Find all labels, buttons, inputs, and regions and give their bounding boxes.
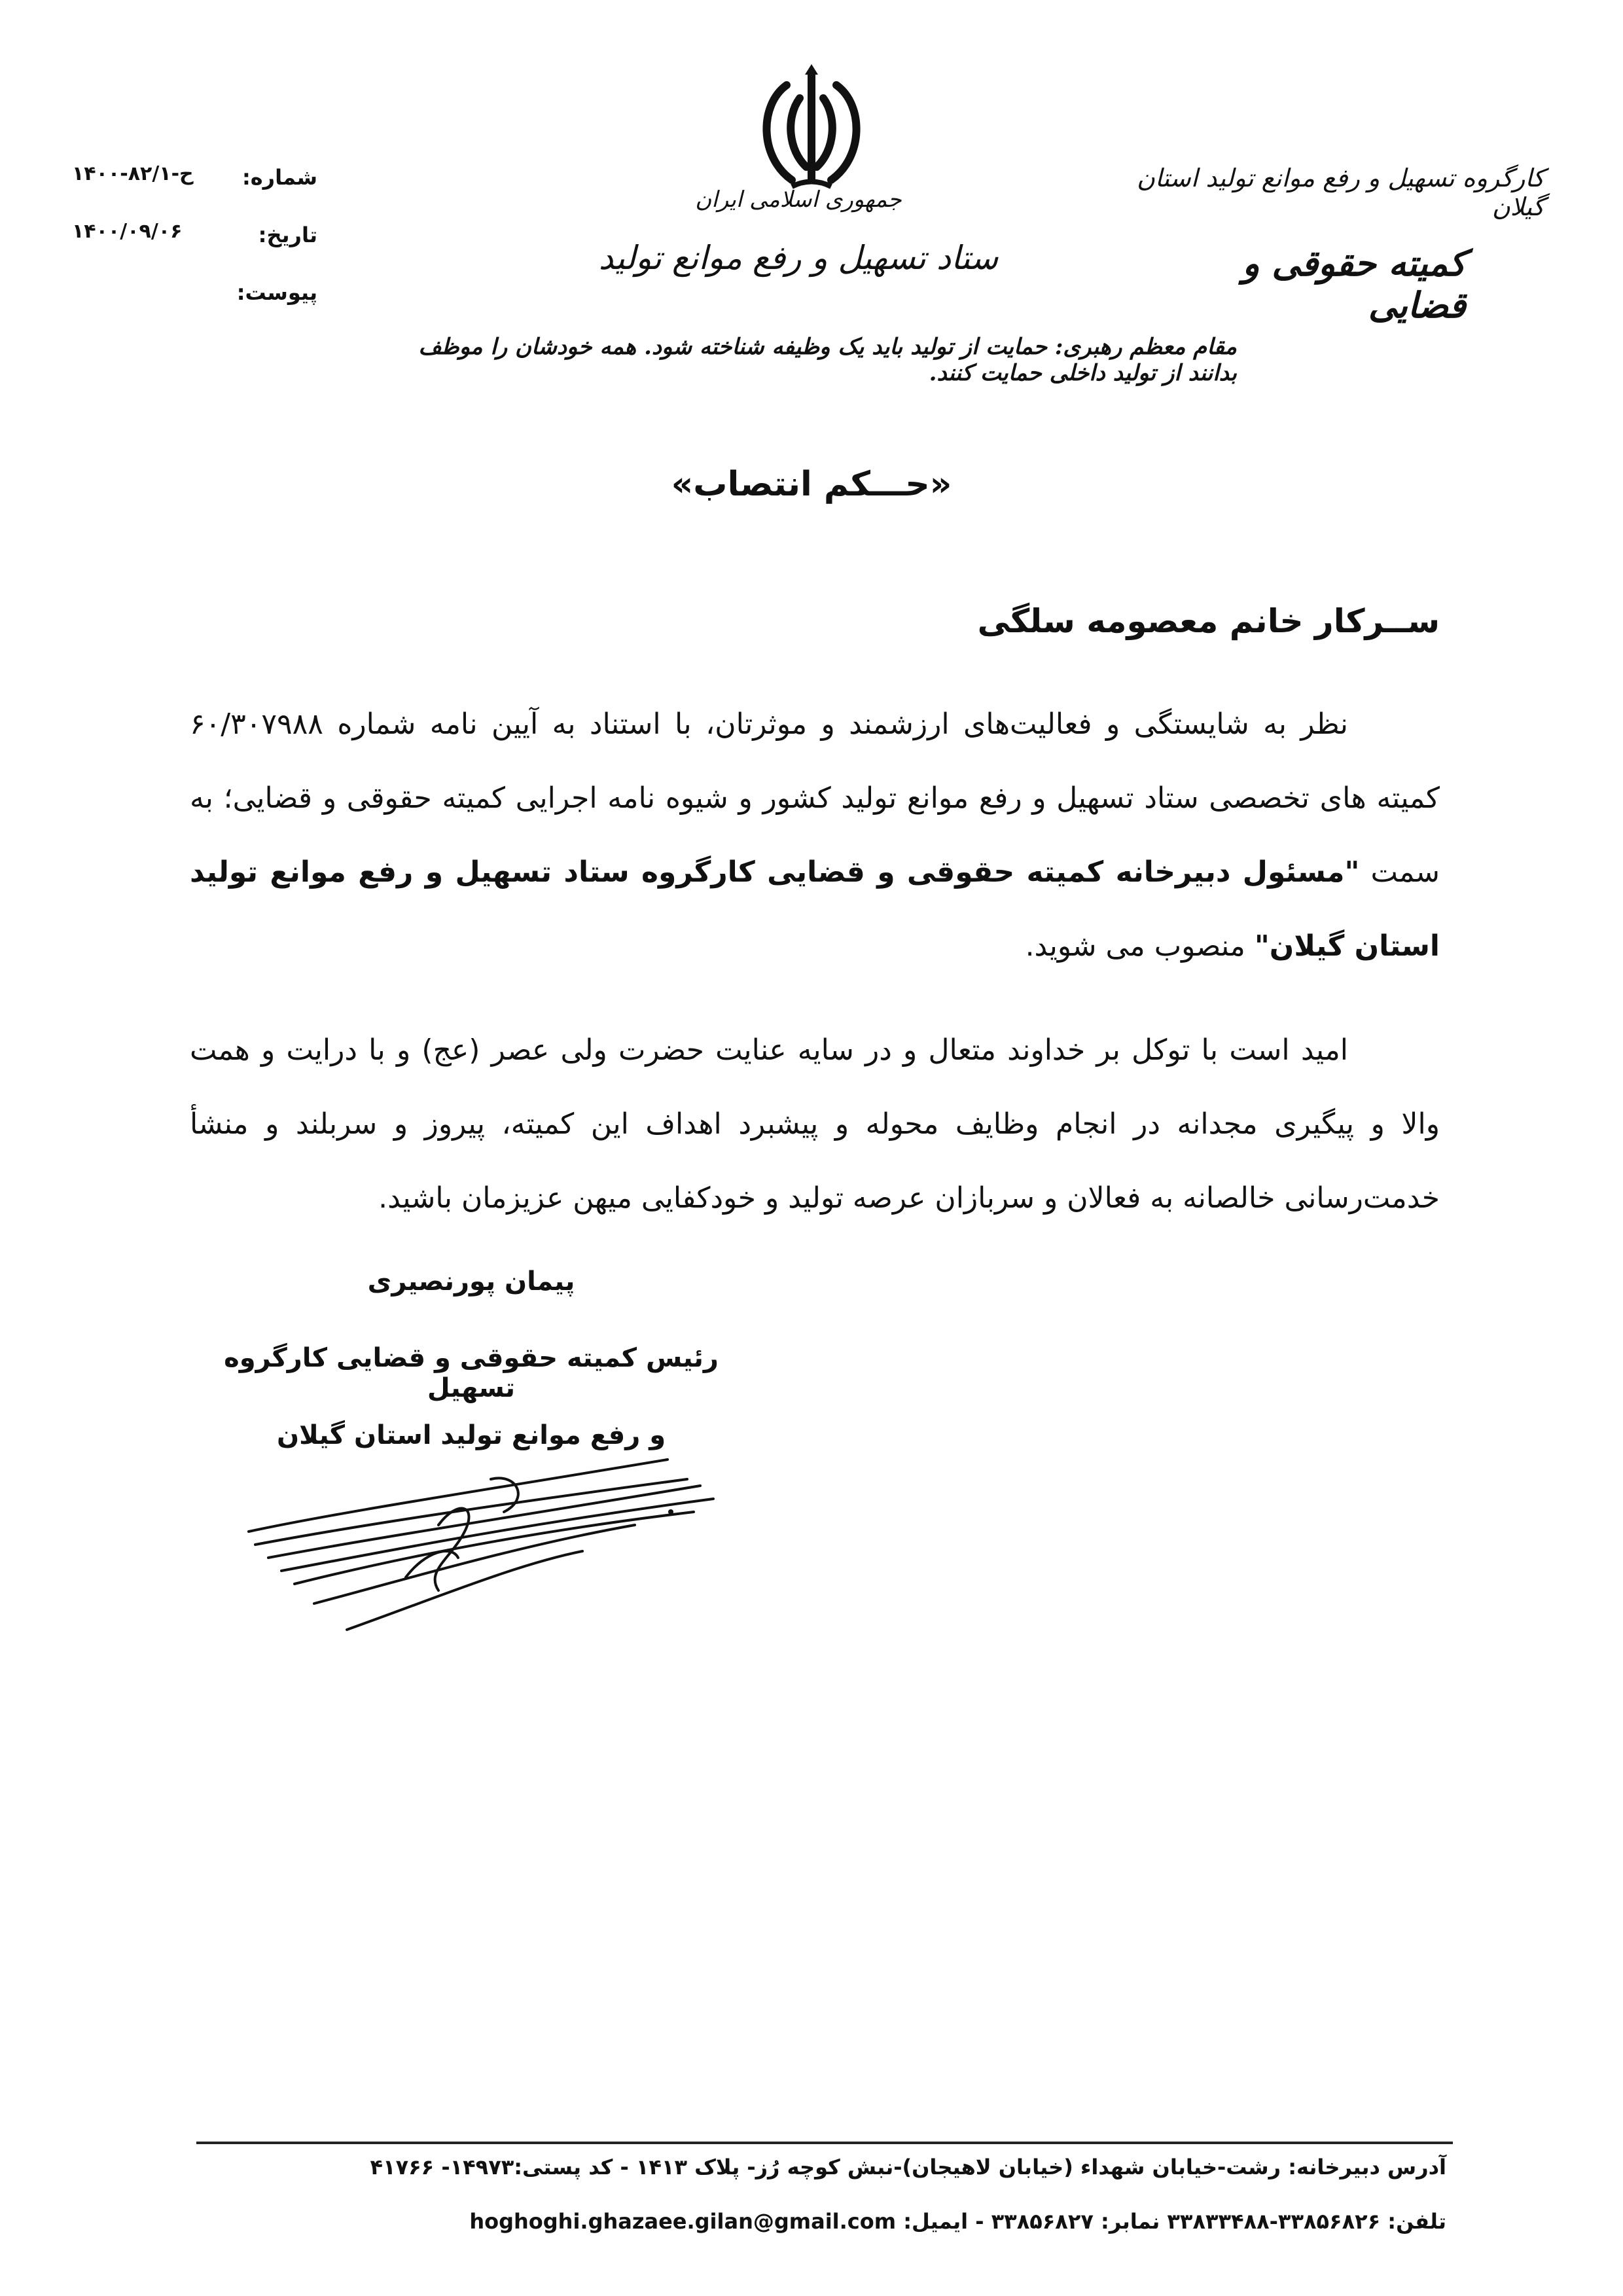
government-name: جمهوری اسلامی ایران: [695, 187, 902, 213]
signatory-name: پیمان پورنصیری: [367, 1266, 575, 1297]
wishes-paragraph: امید است با توکل بر خداوند متعال و در سایه عنایت حضرت ولی عصر (عج) و با درایت و همت والا و پیگیری مجدانه در انجام وظایف محوله و پیشبرد اهداف این کمیته، پیروز و سربلند و منشأ خدمت‌رسانی خالصانه به فعالان و سربازان عرصه تولید و خودکفایی میهن عزیزمان باشید.: [190, 1033, 1440, 1215]
iran-emblem-logo: [746, 59, 877, 196]
appointment-paragraph: [190, 687, 1440, 983]
signatory-title-line1: رئیس کمیته حقوقی و قضایی کارگروه تسهیل: [224, 1343, 719, 1403]
position-title: "مسئول دبیرخانه کمیته حقوقی و قضایی کارگروه ستاد تسهیل و رفع موانع تولید استان گیلان": [190, 855, 1440, 963]
paragraph-text: نظر به شایستگی و فعالیت‌های ارزشمند و موثرتان، با استناد به آیین نامه شماره ۶۰/۳۰۷۹۸۸ کمیته های تخصصی ستاد تسهیل و رفع موانع تولید کشور و شیوه نامه اجرایی کمیته حقوقی و قضایی؛ به سمت: [190, 708, 1440, 889]
number-value: ۱۴۰۰-۸۲/۱-ح: [72, 162, 194, 185]
number-label: شماره:: [241, 165, 317, 190]
handwritten-signature: [242, 1446, 720, 1636]
footer-contact: تلفن: ۳۳۸۵۶۸۲۶-۳۳۸۳۳۴۸۸ نمابر: ۳۳۸۵۶۸۲۷ - ایمیل: hoghoghi.ghazaee.gilan@gmail.com: [469, 2209, 1446, 2234]
attachment-label: پیوست:: [236, 280, 317, 305]
committee-name: کمیته حقوقی و قضایی: [1242, 242, 1466, 326]
date-label: تاریخ:: [258, 223, 317, 247]
leader-quote: مقام معظم رهبری: حمایت از تولید باید یک وظیفه شناخته شود. همه خودشان را موظف بدانند از تولید داخلی حمایت کنند.: [418, 334, 1237, 386]
working-group-name: کارگروه تسهیل و رفع موانع تولید استان گیلان: [1136, 164, 1544, 221]
footer-address: آدرس دبیرخانه: رشت-خیابان شهداء (خیابان لاهیجان)-نبش کوچه رُز- پلاک ۱۴۱۳ - کد پستی:۱۴۹۷۳- ۴۱۷۶۶: [370, 2155, 1446, 2179]
headquarters-name: ستاد تسهیل و رفع موانع تولید: [598, 239, 999, 277]
addressee: ســرکار خانم معصومه سلگی: [977, 602, 1440, 640]
date-value: ۱۴۰۰/۰۹/۰۶: [72, 220, 183, 243]
decree-title: «حـــکم انتصاب»: [671, 465, 952, 504]
footer-divider: [196, 2142, 1453, 2144]
signatory-title-line2: و رفع موانع تولید استان گیلان: [276, 1420, 666, 1450]
paragraph-text-end: منصوب می شوید.: [1025, 929, 1255, 963]
